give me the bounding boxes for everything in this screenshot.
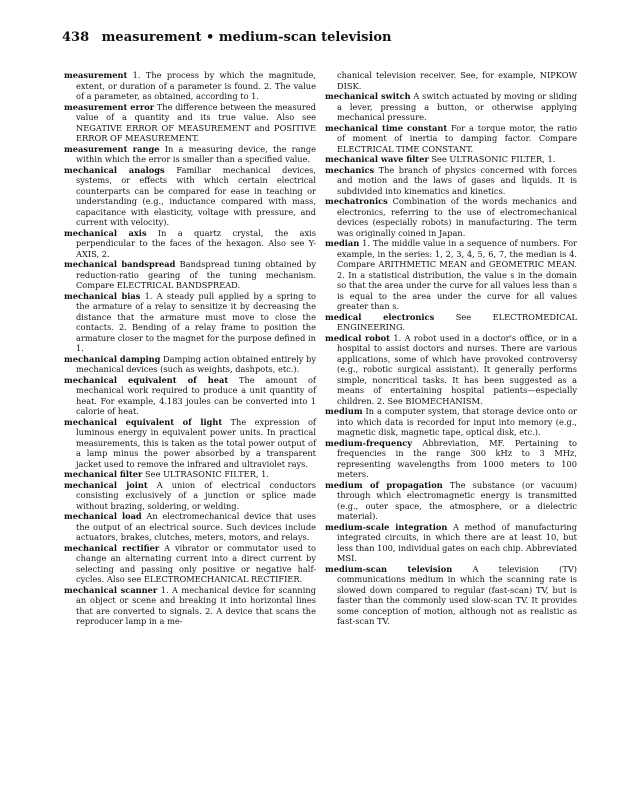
entry-term: mechanical rectifier	[64, 542, 160, 553]
header-title: measurement • medium-scan television	[101, 30, 392, 45]
entry-definition: See ULTRASONIC FILTER, 1.	[145, 469, 269, 479]
dictionary-entry	[325, 238, 577, 312]
entry-term: measurement range	[64, 143, 160, 154]
dictionary-entry	[64, 469, 316, 480]
entry-definition: 1. A mechanical device for scanning an object or scene and breaking it into horizontal lines that are converted to signals. 2. A device that scans the reproducer lamp in a me-	[76, 584, 316, 626]
entry-term: mechanical equivalent of light	[64, 416, 223, 427]
entry-term: medium-scan television	[325, 563, 453, 574]
entry-term: medical robot	[325, 332, 390, 343]
dictionary-entry	[64, 543, 316, 585]
entry-definition: A vibrator or commutator used to change an alternating current into a direct current by selecting and passing only positive or negative half-cycles. Also see ELECTROMECHANICAL RECTIFIER.	[76, 542, 317, 584]
dictionary-entry	[64, 375, 316, 417]
entry-term: mechanical switch	[325, 91, 411, 101]
entry-term: medical electronics	[325, 311, 435, 322]
entry-definition: 1. The middle value in a sequence of numbers. For example, in the series: 1, 2, 3, 4, 5, 6, 7, the median is 4. Compare ARITHMETIC MEAN and GEOMETRIC MEAN. 2. In a statistical distribution, the value s in the domain so that the area under the curve for all values less than s is equal to the area under the curve for all values greater than s.	[337, 238, 577, 311]
entry-definition: Damping action obtained entirely by mechanical devices (such as weights, dashpots, etc.).	[76, 353, 316, 374]
dictionary-entry	[64, 228, 316, 260]
entry-definition: In a quartz crystal, the axis perpendicular to the faces of the hexagon. Also see Y-AXIS, 2.	[76, 227, 316, 259]
dictionary-entry	[325, 564, 577, 627]
entry-definition: The expression of luminous energy in equivalent power units. In practical measurements, this is taken as the total power output of a lamp minus the power absorbed by a transparent jacket used to remove the infrared and ultraviolet rays.	[76, 416, 316, 469]
entry-term: medium	[325, 406, 363, 416]
entry-term: medium-scale integration	[325, 521, 448, 532]
entry-term: mechatronics	[325, 196, 388, 206]
dictionary-entry	[64, 585, 316, 627]
entry-definition: Familiar mechanical devices, systems, or effects with which certain electrical counterparts can be compared for ease in teaching or understanding (e.g., inductance compared with mass, capacitance with elasticity, voltage with pressure, and current with velocity).	[76, 164, 317, 227]
dictionary-entry	[325, 438, 577, 480]
dictionary-entry	[64, 102, 316, 144]
dictionary-entry	[325, 333, 577, 407]
entry-definition: The branch of physics concerned with forces and motion and the laws of gases and liquids. It is subdivided into kinematics and kinetics.	[337, 164, 577, 196]
dictionary-entry	[325, 165, 577, 197]
entry-definition: A television (TV) communications medium in which the scanning rate is slowed down compared to regular (fast-scan) TV, but is faster than the commonly used slow-scan TV. It provides some conception of motion, although not as realistic as fast-scan TV.	[337, 563, 577, 626]
entry-term: medium of propagation	[325, 479, 443, 490]
dictionary-entry	[64, 291, 316, 354]
entry-definition: The substance (or vacuum) through which electromagnetic energy is transmitted (e.g., outer space, the atmosphere, or a dielectric material).	[337, 479, 577, 521]
entry-term: mechanical filter	[64, 469, 143, 479]
entry-term: mechanical scanner	[64, 584, 158, 595]
dictionary-entry	[64, 417, 316, 470]
entry-term: measurement error	[64, 101, 155, 112]
entry-definition: Bandspread tuning obtained by reduction-ratio gearing of the tuning mechanism. Compare ELECTRICAL BANDSPREAD.	[76, 259, 316, 290]
running-header	[62, 30, 392, 45]
continued-text: chanical television receiver. See, for example, NIPKOW DISK.	[337, 70, 577, 91]
dictionary-entry	[64, 354, 316, 375]
entry-definition: Abbreviation, MF. Pertaining to frequencies in the range 300 kHz to 3 MHz, representing wavelengths from 1000 meters to 100 meters.	[337, 437, 577, 479]
entry-term: mechanical joint	[64, 479, 148, 490]
entry-definition: Combination of the words mechanics and electronics, referring to the use of electromechanical devices (especially robots) in manufacturing. The term was originally coined in Japan.	[337, 196, 578, 238]
entry-definition: In a computer system, that storage device onto or into which data is recorded for input into memory (e.g., magnetic disk, magnetic tape, optical disk, etc.).	[337, 406, 577, 437]
entry-definition: See ELECTROMEDICAL ENGINEERING.	[337, 311, 578, 332]
dictionary-entry	[325, 480, 577, 522]
entry-definition: 1. A robot used in a doctor's office, or in a hospital to assist doctors and nurses. There are various applications, some of which have provoked controversy (e.g., robotic surgical assistant). It generally performs simple, noncritical tasks. It has been suggested as a means of entertaining hospital patients—especially children. 2. See BIOMECHANISM.	[337, 332, 578, 406]
entry-term: measurement	[64, 70, 128, 80]
entry-definition: The difference between the measured value of a quantity and its true value. Also see NEGATIVE ERROR OF MEASUREMENT and POSITIVE ERROR OF MEASUREMENT.	[76, 101, 317, 143]
entry-term: mechanical bandspread	[64, 259, 176, 269]
entry-term: mechanical load	[64, 511, 142, 521]
entry-term: mechanical equivalent of heat	[64, 374, 229, 385]
entry-term: mechanical time constant	[325, 122, 448, 133]
right-column	[325, 70, 577, 627]
dictionary-entry	[64, 70, 316, 102]
entry-term: mechanical axis	[64, 227, 147, 238]
entry-definition: A switch actuated by moving or sliding a lever, pressing a button, or otherwise applying mechanical pressure.	[337, 91, 577, 122]
dictionary-entry	[325, 123, 577, 155]
dictionary-entry	[64, 259, 316, 291]
entry-definition: An electromechanical device that uses the output of an electrical source. Such devices include actuators, brakes, clutches, meters, motors, and relays.	[76, 511, 316, 542]
page-number: 438	[62, 30, 90, 45]
entry-term: mechanical bias	[64, 290, 141, 301]
entry-term: medium-frequency	[325, 437, 413, 448]
dictionary-entry	[64, 511, 316, 543]
entry-term: mechanical analogs	[64, 164, 165, 175]
dictionary-entry	[64, 480, 316, 512]
dictionary-entry	[64, 144, 316, 165]
entry-term: mechanical wave filter	[325, 154, 429, 164]
entry-definition: 1. The process by which the magnitude, extent, or duration of a parameter is found. 2. The value of a parameter, as obtained, according to 1.	[76, 70, 316, 101]
entry-term: mechanics	[325, 164, 375, 175]
entry-definition: For a torque motor, the ratio of moment of inertia to damping factor. Compare ELECTRICAL TIME CONSTANT.	[337, 122, 577, 154]
entry-definition: 1. A steady pull applied by a spring to the armature of a relay to sensitize it by decreasing the distance that the armature must move to close the contacts. 2. Bending of a relay frame to position the armature closer to the magnet for the purpose defined in 1.	[76, 290, 317, 353]
dictionary-entry	[325, 91, 577, 123]
entry-term: median	[325, 238, 360, 248]
entry-definition: A union of electrical conductors consisting exclusively of a junction or splice made without brazing, soldering, or welding.	[76, 479, 316, 511]
entry-definition: In a measuring device, the range within which the error is smaller than a specified value.	[76, 143, 316, 164]
entry-definition: A method of manufacturing integrated circuits, in which there are at least 10, but less than 100, individual gates on each chip. Abbreviated MSI.	[337, 521, 577, 563]
dictionary-entry	[325, 154, 577, 165]
dictionary-entry	[325, 406, 577, 438]
left-column	[64, 70, 316, 627]
dictionary-entry	[325, 196, 577, 238]
dictionary-entry	[325, 522, 577, 564]
dictionary-entry	[325, 312, 577, 333]
entry-definition: The amount of mechanical work required to produce a unit quantity of heat. For example, 4.183 joules can be converted into 1 calorie of heat.	[76, 374, 316, 416]
entry-definition: See ULTRASONIC FILTER, 1.	[431, 154, 556, 164]
entry-term: mechanical damping	[64, 353, 161, 364]
dictionary-entry	[64, 165, 316, 228]
